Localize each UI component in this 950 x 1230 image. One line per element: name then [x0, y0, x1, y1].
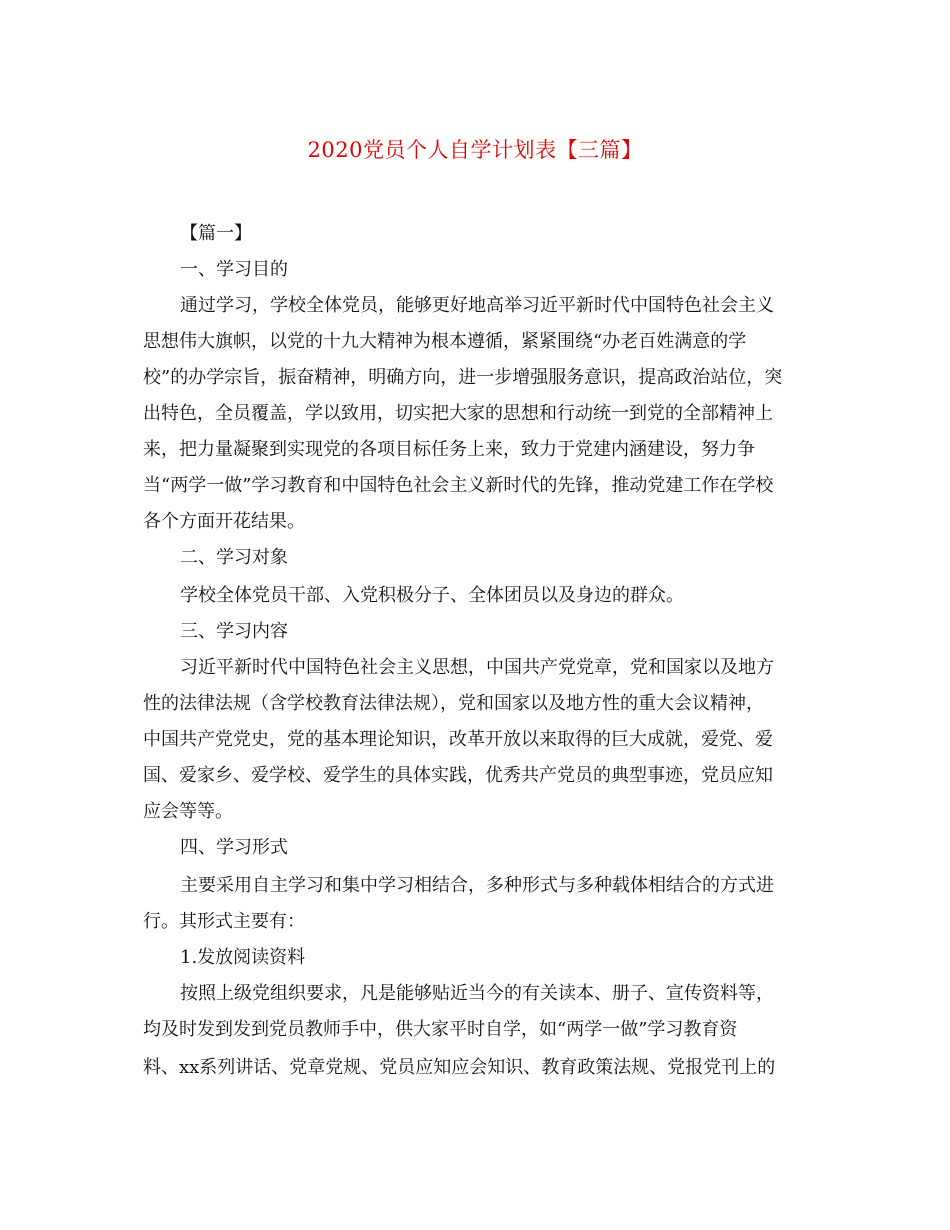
- subheading-reading-materials: 1.发放阅读资料: [180, 947, 306, 968]
- paragraph-line: 当“两学一做”学习教育和中国特色社会主义新时代的先锋，推动党建工作在学校: [143, 475, 774, 496]
- paragraph-line: 出特色，全员覆盖，学以致用，切实把大家的思想和行动统一到党的全部精神上: [143, 403, 773, 424]
- paragraph-line: 国、爱家乡、爱学校、爱学生的具体实践，优秀共产党员的典型事迹，党员应知: [143, 765, 773, 786]
- section-label: 【篇一】: [180, 223, 252, 244]
- heading-audience: 二、学习对象: [180, 547, 288, 568]
- paragraph-line: 料、xx系列讲话、党章党规、党员应知应会知识、教育政策法规、党报党刊上的: [143, 1057, 776, 1078]
- paragraph-line: 思想伟大旗帜，以党的十九大精神为根本遵循，紧紧围绕“办老百姓满意的学: [143, 331, 747, 352]
- paragraph-line: 习近平新时代中国特色社会主义思想，中国共产党党章，党和国家以及地方: [180, 657, 774, 678]
- heading-purpose: 一、学习目的: [180, 259, 288, 280]
- heading-content: 三、学习内容: [180, 621, 288, 642]
- heading-format: 四、学习形式: [180, 837, 288, 858]
- paragraph-line: 来，把力量凝聚到实现党的各项目标任务上来，致力于党建内涵建设，努力争: [143, 439, 755, 460]
- paragraph-line: 中国共产党党史，党的基本理论知识，改革开放以来取得的巨大成就，爱党、爱: [143, 729, 773, 750]
- document-title: 2020党员个人自学计划表【三篇】: [307, 138, 643, 162]
- paragraph-line: 通过学习，学校全体党员，能够更好地高举习近平新时代中国特色社会主义: [180, 295, 774, 316]
- paragraph-line: 性的法律法规（含学校教育法律法规），党和国家以及地方性的重大会议精神，: [143, 693, 764, 714]
- paragraph-line: 主要采用自主学习和集中学习相结合，多种形式与多种载体相结合的方式进: [180, 875, 774, 896]
- paragraph-line: 均及时发到发到党员教师手中，供大家平时自学，如“两学一做”学习教育资: [143, 1019, 738, 1040]
- paragraph-line: 行。其形式主要有：: [143, 911, 305, 932]
- paragraph-line: 各个方面开花结果。: [143, 511, 305, 532]
- paragraph-line: 学校全体党员干部、入党积极分子、全体团员以及身边的群众。: [180, 585, 684, 606]
- paragraph-line: 校”的办学宗旨，振奋精神，明确方向，进一步增强服务意识，提高政治站位，突: [143, 367, 783, 388]
- paragraph-line: 应会等等。: [143, 801, 233, 822]
- paragraph-line: 按照上级党组织要求，凡是能够贴近当今的有关读本、册子、宣传资料等，: [180, 983, 774, 1004]
